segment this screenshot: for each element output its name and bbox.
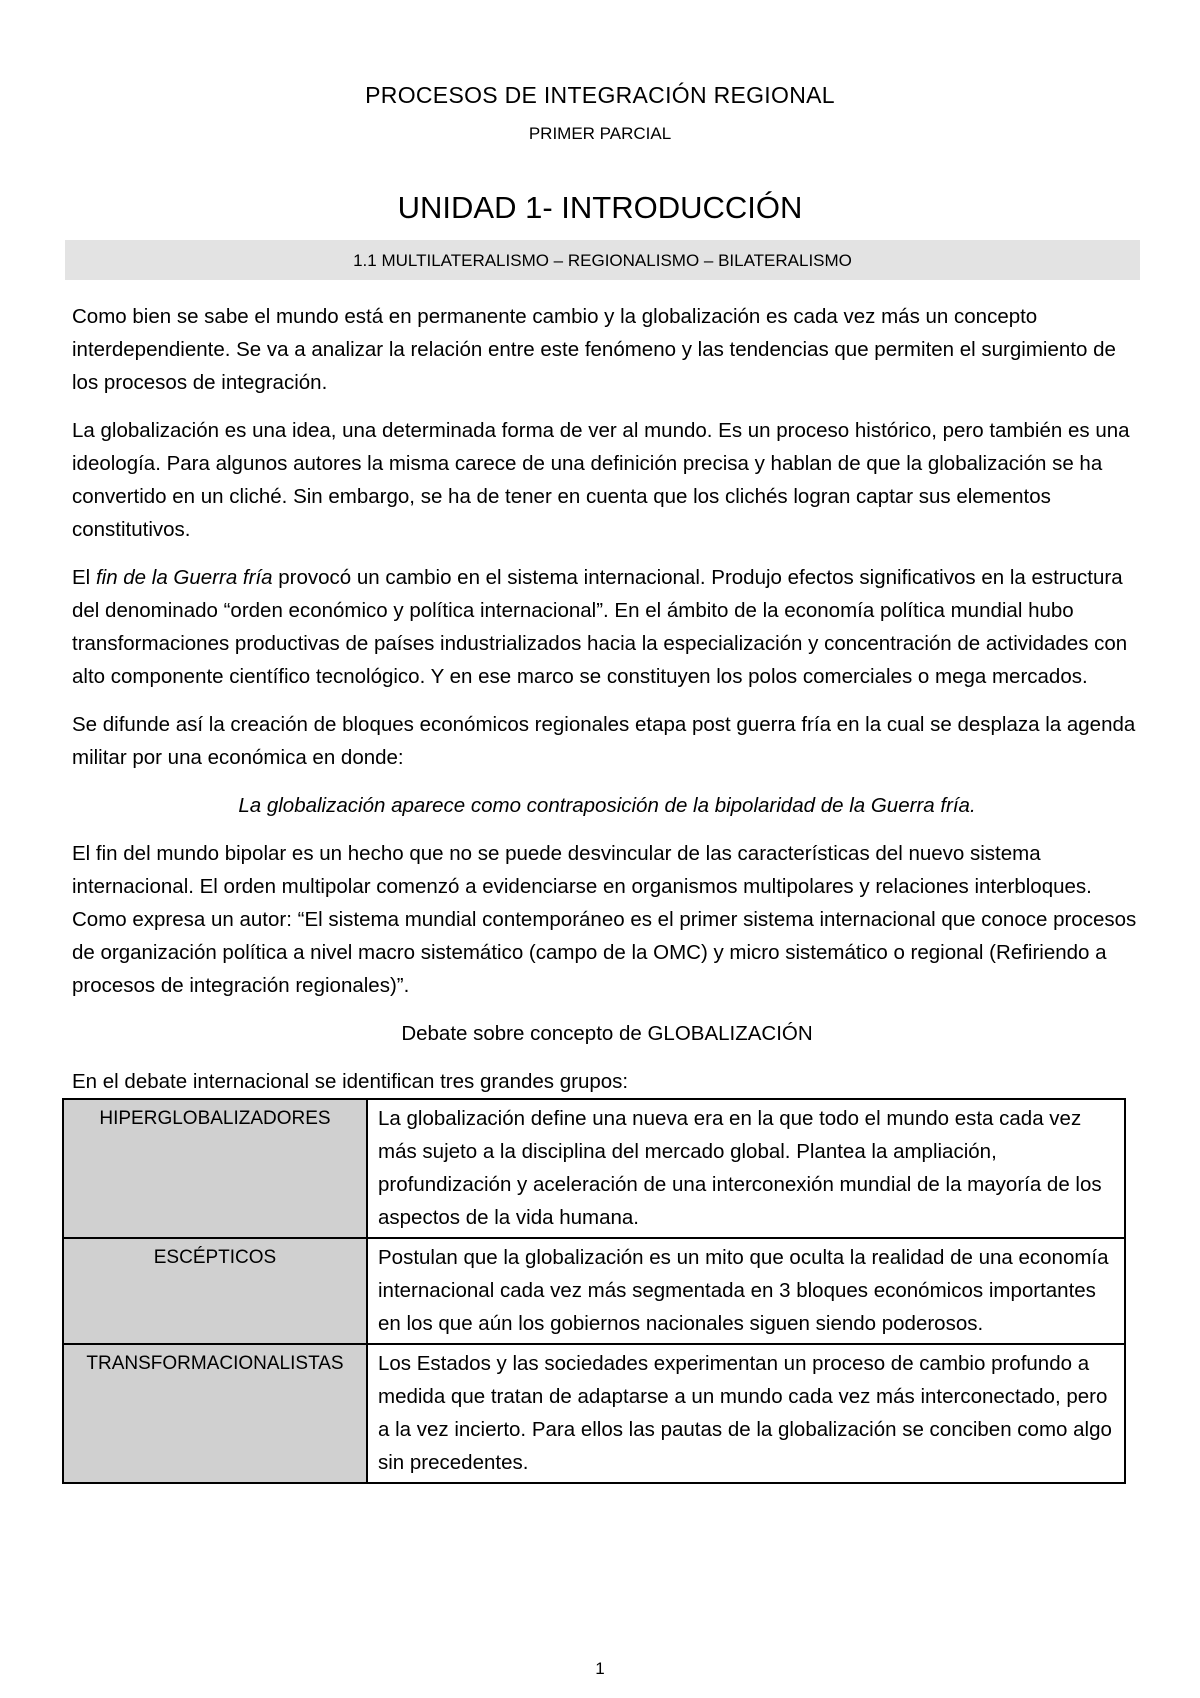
table-intro: En el debate internacional se identifican tres grandes grupos: bbox=[72, 1070, 629, 1093]
groups-table bbox=[62, 1098, 1126, 1484]
document-body bbox=[72, 300, 1142, 1484]
paragraph-3-start: El bbox=[72, 566, 96, 589]
unit-title: UNIDAD 1- INTRODUCCIÓN bbox=[397, 190, 803, 225]
paragraph-4: Se difunde así la creación de bloques económicos regionales etapa post guerra fría en la cual se desplaza la agenda militar por una económica en donde: bbox=[72, 713, 1136, 769]
paragraph-5: El fin del mundo bipolar es un hecho que no se puede desvincular de las características del nuevo sistema internacional. El orden multipolar comenzó a evidenciarse en organismos multipolares y relaciones interbloques. Como expresa un autor: “El sistema mundial contemporáneo es el primer sistema internacional que conoce procesos de organización política a nivel macro sistemático (campo de la OMC) y micro sistemático o regional (Refiriendo a procesos de integración regionales)”. bbox=[72, 842, 1137, 997]
group-description: La globalización define una nueva era en la que todo el mundo esta cada vez más sujeto a la disciplina del mercado global. Plantea la ampliación, profundización y aceleración de una interconexión mundial de la mayoría de los aspectos de la vida humana. bbox=[367, 1099, 1125, 1238]
highlighted-quote: La globalización aparece como contraposición de la bipolaridad de la Guerra fría. bbox=[238, 794, 976, 817]
group-description: Los Estados y las sociedades experimentan un proceso de cambio profundo a medida que tratan de adaptarse a un mundo cada vez más interconectado, pero a la vez incierto. Para ellos las pautas de la globalización se conciben como algo sin precedentes. bbox=[367, 1344, 1125, 1483]
table-row bbox=[63, 1344, 1125, 1483]
paragraph-3-rest: provocó un cambio en el sistema internacional. Produjo efectos significativos en la estructura del denominado “orden económico y política internacional”. En el ámbito de la economía política mundial hubo transformaciones productivas de países industrializados hacia la especialización y concentración de actividades con alto componente científico tecnológico. Y en ese marco se constituyen los polos comerciales o mega mercados. bbox=[72, 566, 1128, 688]
section-heading: 1.1 MULTILATERALISMO – REGIONALISMO – BILATERALISMO bbox=[65, 240, 1140, 280]
paragraph-3 bbox=[72, 561, 1142, 693]
paragraph-1: Como bien se sabe el mundo está en permanente cambio y la globalización es cada vez más un concepto interdependiente. Se va a analizar la relación entre este fenómeno y las tendencias que permiten el surgimiento de los procesos de integración. bbox=[72, 305, 1116, 394]
table-row bbox=[63, 1099, 1125, 1238]
group-description: Postulan que la globalización es un mito que oculta la realidad de una economía internacional cada vez más segmentada en 3 bloques económicos importantes en los que aún los gobiernos nacionales siguen siendo poderosos. bbox=[367, 1238, 1125, 1344]
document-subtitle: PRIMER PARCIAL bbox=[528, 124, 672, 143]
document-title: PROCESOS DE INTEGRACIÓN REGIONAL bbox=[365, 82, 835, 108]
group-term: HIPERGLOBALIZADORES bbox=[63, 1099, 367, 1238]
table-row bbox=[63, 1238, 1125, 1344]
debate-heading: Debate sobre concepto de GLOBALIZACIÓN bbox=[401, 1022, 813, 1045]
paragraph-2: La globalización es una idea, una determinada forma de ver al mundo. Es un proceso histórico, pero también es una ideología. Para algunos autores la misma carece de una definición precisa y hablan de que la globalización se ha convertido en un cliché. Sin embargo, se ha de tener en cuenta que los clichés logran captar sus elementos constitutivos. bbox=[72, 419, 1130, 541]
group-term: TRANSFORMACIONALISTAS bbox=[63, 1344, 367, 1483]
page-number: 1 bbox=[595, 1659, 605, 1678]
paragraph-3-emphasis: fin de la Guerra fría bbox=[95, 566, 273, 589]
group-term: ESCÉPTICOS bbox=[63, 1238, 367, 1344]
